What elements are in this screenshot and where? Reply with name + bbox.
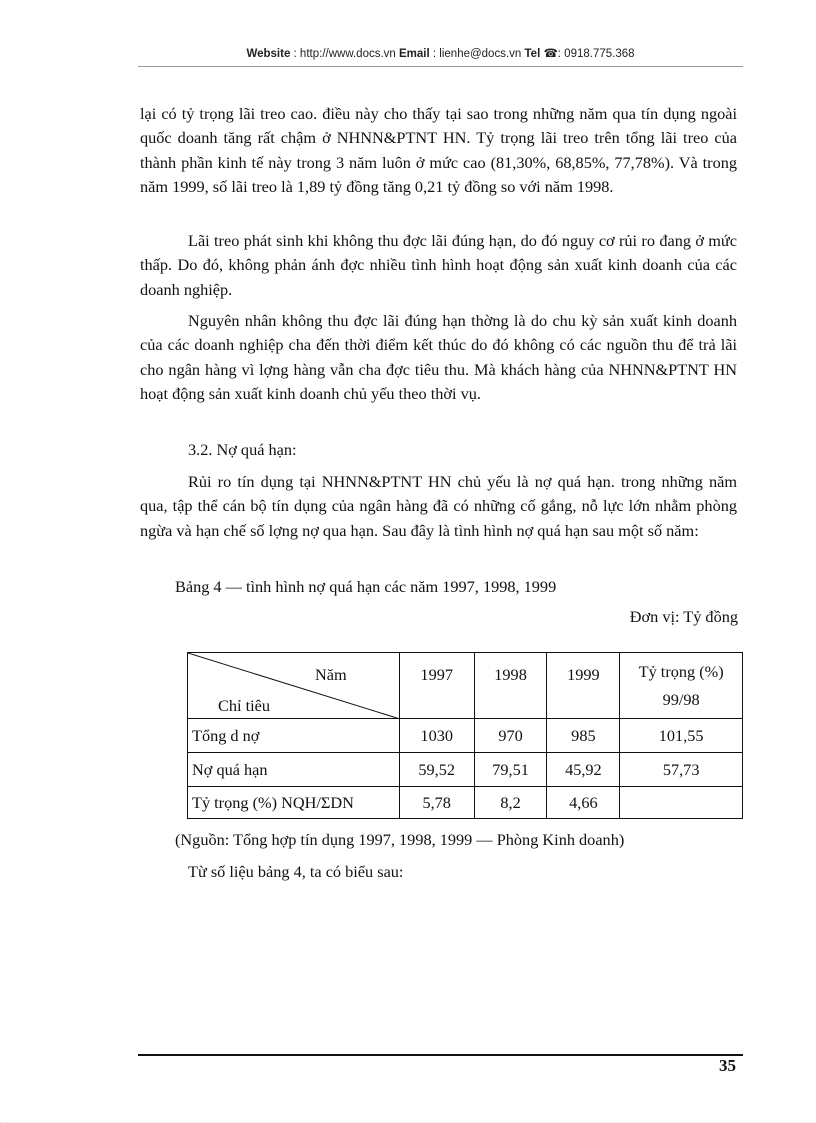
paragraph-1: lại có tỷ trọng lãi treo cao. điều này cho thấy tại sao trong những năm qua tín dụng ngoài quốc doanh tăng rất chậm ở NHNN&PTNT HN. Tỷ trọng lãi treo trên tổng lãi treo của thành phần kinh tế này trong 3 năm luôn ở mức cao (81,30%, 68,85%, 77,78%). Và trong năm 1999, số lãi treo là 1,89 tỷ đồng tăng 0,21 tỷ đồng so với năm 1998. [140,104,737,196]
paragraph-4: Rủi ro tín dụng tại NHNN&PTNT HN chủ yếu là nợ quá hạn. trong những năm qua, tập thể cán bộ tín dụng của ngân hàng đã có những cố gắng, nỗ lực lớn nhằm phòng ngừa và hạn chế số lợng nợ qua hạn. Sau đây là tình hình nợ quá hạn sau một số năm: [140,472,737,540]
table-row [188,787,743,819]
paragraph-2: Lãi treo phát sinh khi không thu đợc lãi đúng hạn, do đó nguy cơ rủi ro đang ở mức thấp. Do đó, không phản ánh đợc nhiều tình hình hoạt động sản xuất kinh doanh của các doanh nghiệp. [140,231,737,299]
footer-rule [138,1054,743,1056]
year-header: 1998 [474,653,547,719]
ratio-cell: 57,73 [620,753,743,787]
table-header-row [188,653,743,719]
tel-number: : 0918.775.368 [557,48,635,60]
ratio-header-line2: 99/98 [662,689,700,709]
paragraph-3: Nguyên nhân không thu đợc lãi đúng hạn thờng là do chu kỳ sản xuất kinh doanh của các doanh nghiệp cha đến thời điểm kết thúc do đó không có các nguồn thu để trả lãi cho ngân hàng vì lợng hàng vẫn cha đợc tiêu thu. Mà khách hàng của NHNN&PTNT HN hoạt động sản xuất kinh doanh chủ yếu theo thời vụ. [140,311,737,403]
overdue-debt-table [187,652,743,819]
table-row [188,719,743,753]
ratio-header-line1: Tỷ trọng (%) [638,661,724,681]
indicator-header-label: Chỉ tiêu [218,696,271,715]
website-label: Website [246,48,291,60]
table-cell: 970 [474,719,547,753]
row-label: Tỷ trọng (%) NQH/ΣDN [188,787,400,819]
table-cell: 1030 [399,719,474,753]
section-heading: 3.2. Nợ quá hạn: [188,440,297,459]
table-caption: Bảng 4 — tình hình nợ quá hạn các năm 1997, 1998, 1999 [175,577,557,596]
table-cell: 45,92 [547,753,620,787]
ratio-cell: 101,55 [620,719,743,753]
ratio-cell [620,787,743,819]
year-header: 1997 [399,653,474,719]
table-cell: 79,51 [474,753,547,787]
table-unit: Đơn vị: Tỷ đồng [629,607,738,626]
ratio-header [620,653,743,719]
phone-icon: ☎ [543,48,558,60]
table-row [188,753,743,787]
row-label: Nợ quá hạn [188,753,400,787]
website-url[interactable]: : http://www.docs.vn [293,48,396,60]
corner-cell [188,653,400,719]
row-label: Tổng d nợ [188,719,400,753]
email-label: Email [399,48,430,60]
year-header: 1999 [547,653,620,719]
table-cell: 59,52 [399,753,474,787]
table-cell: 985 [547,719,620,753]
email-address[interactable]: : lienhe@docs.vn [432,48,522,60]
year-header-label: Năm [315,665,347,684]
table-cell: 4,66 [547,787,620,819]
followup-text: Từ số liệu bảng 4, ta có biểu sau: [188,862,404,881]
page-number: 35 [719,1056,736,1075]
header-rule [138,66,743,67]
tel-label: Tel [524,48,541,60]
table-cell: 5,78 [399,787,474,819]
table-cell: 8,2 [474,787,547,819]
page-header [138,46,743,66]
table-source: (Nguồn: Tổng hợp tín dụng 1997, 1998, 1999 — Phòng Kinh doanh) [175,830,625,849]
